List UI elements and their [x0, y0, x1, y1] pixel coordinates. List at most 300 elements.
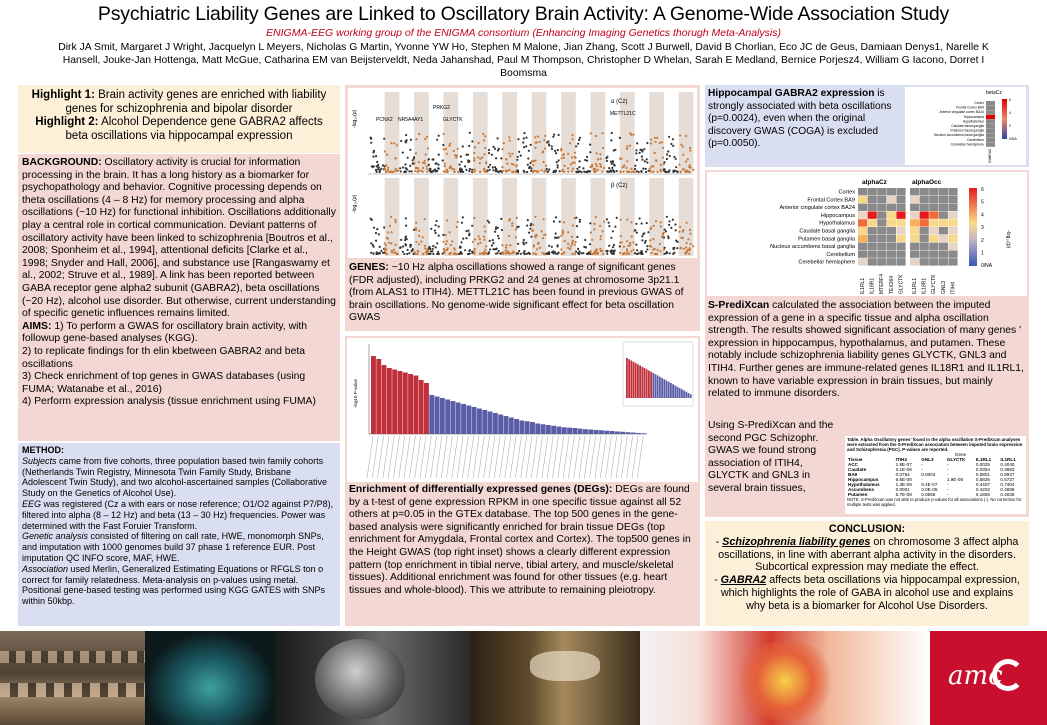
manhattan-point: [627, 245, 629, 247]
manhattan-point: [460, 252, 462, 254]
deg-bar: [477, 409, 482, 435]
manhattan-point: [500, 157, 502, 159]
manhattan-point: [523, 253, 525, 255]
manhattan-point: [523, 239, 525, 241]
alpha-cell: [929, 211, 938, 218]
manhattan-point: [647, 231, 649, 233]
manhattan-point: [460, 161, 462, 163]
manhattan-point: [464, 165, 466, 167]
manhattan-point: [376, 251, 378, 253]
manhattan-point: [373, 150, 375, 152]
manhattan-point: [601, 132, 603, 134]
table-header-cell: Tissue: [848, 457, 863, 462]
alpha-cell: [896, 227, 905, 234]
alpha-cell: [910, 219, 919, 226]
gene-label-nr5a4ay1: NR5A4AY1: [398, 117, 424, 123]
manhattan-point: [465, 237, 467, 239]
table-cell: 1.3E-09: [895, 482, 912, 487]
manhattan-point: [636, 142, 638, 144]
manhattan-point: [430, 171, 432, 173]
inset-bar: [639, 366, 641, 399]
manhattan-point: [518, 250, 520, 252]
betaCz-tissue-label: Frontal Cortex BA9: [955, 105, 984, 110]
manhattan-point: [596, 249, 598, 251]
manhattan-point: [487, 170, 489, 172]
manhattan-point: [432, 158, 434, 160]
manhattan-point: [518, 151, 520, 153]
manhattan-point: [375, 169, 377, 171]
manhattan-point: [613, 253, 615, 255]
manhattan-point: [508, 152, 510, 154]
manhattan-point: [442, 144, 444, 146]
manhattan-point: [415, 152, 417, 154]
manhattan-point: [489, 240, 491, 242]
manhattan-point: [654, 137, 656, 139]
manhattan-point: [586, 171, 588, 173]
alpha-scale-label: 3: [981, 225, 984, 232]
manhattan-point: [636, 159, 638, 161]
manhattan-point: [645, 171, 647, 173]
manhattan-point: [663, 161, 665, 163]
manhattan-point: [403, 171, 405, 173]
alpha-tissue-label: Cerebellar hemisphere: [798, 259, 855, 266]
manhattan-point: [584, 239, 586, 241]
table-cell: 6.5E-08: [895, 477, 912, 482]
manhattan-point: [546, 168, 548, 170]
deg-tick: [531, 436, 537, 478]
manhattan-point: [404, 140, 406, 142]
manhattan-point: [555, 170, 557, 172]
manhattan-point: [495, 228, 497, 230]
alpha-cell: [858, 227, 867, 234]
alpha-cell: [887, 211, 896, 218]
betaCz-cell: [986, 142, 995, 146]
manhattan-point: [546, 171, 548, 173]
manhattan-point: [606, 160, 608, 162]
deg-tick: [447, 436, 453, 478]
manhattan-point: [517, 252, 519, 254]
manhattan-point: [599, 153, 601, 155]
manhattan-point: [633, 171, 635, 173]
alpha-cell: [948, 235, 957, 242]
deg-tick: [394, 436, 400, 478]
alpha-scale-label: 1: [981, 250, 984, 257]
deg-bar: [578, 429, 583, 434]
manhattan-point: [611, 253, 613, 255]
amc-logo-text: amc: [948, 661, 1003, 691]
manhattan-point: [411, 170, 413, 172]
table-cell: Putamen: [848, 492, 868, 497]
manhattan-point: [530, 170, 532, 172]
alpha-cell: [920, 227, 929, 234]
manhattan-point: [641, 222, 643, 224]
manhattan-point: [443, 241, 445, 243]
manhattan-point: [376, 171, 378, 173]
alpha-cell: [910, 250, 919, 257]
alpha-tissue-label: Cerebellum: [826, 251, 855, 258]
alpha-cell: [948, 258, 957, 265]
deg-bar: [530, 422, 535, 434]
manhattan-point: [613, 251, 615, 253]
manhattan-point: [655, 220, 657, 222]
manhattan-point: [525, 145, 527, 147]
table-cell: 0.8937: [1000, 472, 1015, 477]
manhattan-point: [579, 221, 581, 223]
manhattan-point: [572, 240, 574, 242]
manhattan-point: [479, 158, 481, 160]
alpha-cell: [877, 243, 886, 250]
manhattan-point: [554, 150, 556, 152]
manhattan-point: [571, 156, 573, 158]
inset-bar: [637, 364, 639, 398]
manhattan-point: [608, 222, 610, 224]
amc-logo-icon: [992, 659, 1024, 691]
manhattan-point: [572, 168, 574, 170]
manhattan-point: [465, 169, 467, 171]
deg-tick: [553, 436, 559, 478]
manhattan-point: [600, 238, 602, 240]
manhattan-point: [448, 253, 450, 255]
manhattan-point: [659, 142, 661, 144]
manhattan-point: [462, 238, 464, 240]
manhattan-point: [511, 153, 513, 155]
manhattan-point: [626, 160, 628, 162]
manhattan-point: [605, 157, 607, 159]
table-cell: 0.5826: [975, 477, 990, 482]
alpha-cell: [939, 258, 948, 265]
manhattan-point: [467, 154, 469, 156]
manhattan-point: [405, 225, 407, 227]
manhattan-point: [553, 170, 555, 172]
manhattan-point: [391, 250, 393, 252]
manhattan-point: [429, 246, 431, 248]
table-header-cell: GNL3: [921, 457, 934, 462]
alpha-scale-label: 6: [981, 187, 984, 193]
manhattan-point: [680, 144, 682, 146]
manhattan-point: [511, 171, 513, 173]
manhattan-point: [664, 168, 666, 170]
manhattan-point: [467, 159, 469, 161]
manhattan-point: [589, 253, 591, 255]
deg-tick: [537, 436, 543, 478]
manhattan-point: [526, 225, 528, 227]
manhattan-point: [532, 164, 534, 166]
manhattan-point: [589, 243, 591, 245]
manhattan-point: [558, 252, 560, 254]
inset-bar: [650, 372, 652, 398]
betaCz-cell: [986, 138, 995, 142]
deg-bar: [514, 419, 519, 434]
alpha-cell: [948, 219, 957, 226]
manhattan-point: [642, 233, 644, 235]
manhattan-point: [408, 170, 410, 172]
manhattan-point: [582, 167, 584, 169]
manhattan-point: [575, 157, 577, 159]
manhattan-point: [663, 232, 665, 234]
table-cell: 0.0004: [921, 472, 936, 477]
manhattan-point: [641, 149, 643, 151]
manhattan-point: [544, 147, 546, 149]
photo-eeg-cap: [275, 631, 470, 725]
betaCz-cell: [986, 129, 995, 133]
manhattan-point: [387, 231, 389, 233]
manhattan-point: [541, 169, 543, 171]
manhattan-point: [503, 252, 505, 254]
deg-bar: [419, 380, 424, 434]
manhattan-point: [449, 143, 451, 145]
manhattan-point: [626, 250, 628, 252]
manhattan-point: [651, 166, 653, 168]
alphaOcc-title: alphaOcc: [912, 179, 942, 186]
table-cell: 0.0754: [895, 472, 910, 477]
manhattan-point: [435, 232, 437, 234]
table-cell: 3.1E-08: [895, 467, 912, 472]
alpha-scale-label: 2: [981, 237, 984, 244]
manhattan-point: [557, 149, 559, 151]
manhattan-point: [669, 252, 671, 254]
deg-label: Enrichment of differentially expressed genes (DEGs):: [349, 484, 613, 495]
table-gene-header: Gene: [954, 452, 967, 457]
manhattan-point: [424, 160, 426, 162]
alpha-gene-label: GLYCTK: [931, 274, 938, 294]
alpha-cell: [887, 258, 896, 265]
manhattan-point: [405, 236, 407, 238]
manhattan-point: [567, 247, 569, 249]
manhattan-point: [570, 245, 572, 247]
manhattan-point: [659, 250, 661, 252]
manhattan-point: [473, 217, 475, 219]
manhattan-point: [530, 144, 532, 146]
manhattan-point: [446, 249, 448, 251]
manhattan-point: [455, 156, 457, 158]
inset-bar: [633, 362, 635, 398]
manhattan-point: [405, 134, 407, 136]
manhattan-point: [656, 253, 658, 255]
aims-item-3: 3) Check enrichment of top genes in GWAS databases (using FUMA; Watanabe et al., 2016): [22, 371, 306, 395]
manhattan-point: [649, 167, 651, 169]
deg-tick: [372, 436, 378, 478]
manhattan-point: [424, 218, 426, 220]
alpha-cell: [939, 227, 948, 234]
manhattan-point: [690, 167, 692, 169]
manhattan-point: [474, 238, 476, 240]
manhattan-point: [689, 149, 691, 151]
manhattan-point: [415, 167, 417, 169]
method-label: METHOD:: [22, 445, 64, 455]
alpha-cell: [868, 227, 877, 234]
manhattan-point: [422, 236, 424, 238]
poster-subtitle: ENIGMA-EEG working group of the ENIGMA consortium (Enhancing Imaging Genetics thorugh Meta-Analysis): [266, 27, 781, 39]
inset-bar: [663, 379, 665, 398]
manhattan-point: [539, 247, 541, 249]
manhattan-point: [394, 219, 396, 221]
manhattan-point: [468, 170, 470, 172]
alpha-heatmap: [707, 172, 1027, 296]
alpha-gene-label: ITIH4: [950, 281, 957, 294]
inset-bar: [681, 389, 683, 398]
manhattan-point: [557, 166, 559, 168]
manhattan-point: [584, 159, 586, 161]
manhattan-point: [432, 245, 434, 247]
manhattan-point: [589, 166, 591, 168]
manhattan-point: [405, 217, 407, 219]
alpha-cell: [939, 235, 948, 242]
manhattan-point: [402, 251, 404, 253]
manhattan-point: [457, 221, 459, 223]
manhattan-point: [502, 170, 504, 172]
manhattan-point: [478, 235, 480, 237]
alpha-cell: [910, 227, 919, 234]
manhattan-point: [575, 145, 577, 147]
manhattan-point: [560, 148, 562, 150]
alpha-cell: [858, 219, 867, 226]
manhattan-point: [651, 252, 653, 254]
manhattan-point: [613, 170, 615, 172]
manhattan-point: [567, 167, 569, 169]
manhattan-point: [409, 246, 411, 248]
deg-tick: [600, 436, 606, 478]
alpha-cell: [896, 243, 905, 250]
manhattan-point: [650, 139, 652, 141]
manhattan-point: [649, 239, 651, 241]
manhattan-point: [460, 171, 462, 173]
deg-tick: [420, 436, 426, 478]
manhattan-point: [586, 160, 588, 162]
manhattan-point: [511, 252, 513, 254]
manhattan-point: [569, 248, 571, 250]
deg-bar: [456, 403, 461, 435]
manhattan-point: [407, 249, 409, 251]
manhattan-point: [384, 150, 386, 152]
manhattan-point: [454, 249, 456, 251]
manhattan-point: [424, 247, 426, 249]
manhattan-point: [613, 164, 615, 166]
manhattan-point: [418, 230, 420, 232]
manhattan-point: [484, 249, 486, 251]
manhattan-point: [478, 142, 480, 144]
manhattan-point: [396, 144, 398, 146]
table-cell: 0.4040: [1000, 462, 1015, 467]
manhattan-point: [673, 247, 675, 249]
predixcan-text: calculated the association between the imputed expression of a gene in a specific tissue and alpha oscillation strength. The results showed significant association of many genes ' expression in hippocampus, hypothalamus, and putamen. These notably include schizophrenia liability genes GLYCTK, GNL3 and ITIH4. Further genes are immune-related genes IL18R1 and IL1RL1, known to have variable expression in brain tissues, but mainly related to immune disorders.: [708, 300, 1024, 400]
manhattan-point: [574, 152, 576, 154]
alpha-cell: [929, 250, 938, 257]
manhattan-point: [576, 236, 578, 238]
manhattan-point: [449, 167, 451, 169]
alpha-cell: [877, 235, 886, 242]
manhattan-point: [589, 251, 591, 253]
alpha-cell: [896, 235, 905, 242]
deg-bar: [398, 371, 403, 434]
manhattan-point: [579, 137, 581, 139]
manhattan-point: [641, 156, 643, 158]
inset-bar: [655, 374, 657, 398]
alpha-cell: [920, 243, 929, 250]
manhattan-point: [596, 152, 598, 154]
manhattan-point: [595, 251, 597, 253]
manhattan-point: [657, 171, 659, 173]
deg-tick: [621, 436, 627, 478]
alpha-cell: [877, 227, 886, 234]
manhattan-point: [503, 142, 505, 144]
manhattan-point: [415, 138, 417, 140]
manhattan-point: [535, 253, 537, 255]
manhattan-point: [567, 171, 569, 173]
manhattan-point: [443, 148, 445, 150]
manhattan-point: [680, 247, 682, 249]
manhattan-point: [393, 142, 395, 144]
betaCz-color-scale: [1002, 99, 1007, 139]
manhattan-point: [663, 253, 665, 255]
alpha-cell: [948, 250, 957, 257]
alpha-cell: [929, 258, 938, 265]
manhattan-point: [636, 170, 638, 172]
manhattan-point: [576, 225, 578, 227]
manhattan-point: [672, 219, 674, 221]
manhattan-point: [494, 148, 496, 150]
alpha-cell: [920, 235, 929, 242]
manhattan-point: [677, 171, 679, 173]
manhattan-point: [437, 251, 439, 253]
manhattan-point: [574, 253, 576, 255]
deg-tick: [611, 436, 617, 478]
method-subjects-label: Subjects: [22, 455, 57, 466]
manhattan-point: [614, 149, 616, 151]
manhattan-point: [448, 145, 450, 147]
alpha-cell: [939, 188, 948, 195]
manhattan-point: [561, 157, 563, 159]
manhattan-point: [586, 253, 588, 255]
alpha-cell: [939, 243, 948, 250]
manhattan-point: [505, 158, 507, 160]
manhattan-point: [382, 252, 384, 254]
manhattan-point: [484, 231, 486, 233]
manhattan-point: [527, 157, 529, 159]
manhattan-point: [578, 253, 580, 255]
manhattan-point: [623, 246, 625, 248]
alpha-cell: [929, 188, 938, 195]
table-cell: -: [946, 482, 949, 487]
manhattan-point: [505, 171, 507, 173]
table-cell: 0.4036: [1000, 492, 1015, 497]
betaCz-cell: [986, 110, 995, 114]
inset-bar: [648, 371, 650, 399]
manhattan-point: [593, 252, 595, 254]
alpha-gene-label: GNL3: [940, 280, 947, 294]
manhattan-point: [454, 171, 456, 173]
manhattan-point: [386, 237, 388, 239]
manhattan-point: [384, 242, 386, 244]
deg-tick: [637, 436, 643, 478]
manhattan-point: [438, 253, 440, 255]
manhattan-point: [542, 237, 544, 239]
manhattan-point: [379, 171, 381, 173]
gabra2-gene-label: GABRA2: [988, 148, 992, 163]
alpha-cell: [910, 204, 919, 211]
manhattan-point: [676, 247, 678, 249]
manhattan-point: [460, 155, 462, 157]
alpha-scale-label: 4: [981, 212, 984, 219]
manhattan-point: [435, 169, 437, 171]
deg-bar: [594, 430, 599, 434]
manhattan-point: [428, 164, 430, 166]
manhattan-point: [496, 248, 498, 250]
manhattan-point: [690, 243, 692, 245]
deg-bar: [525, 421, 530, 434]
manhattan-point: [370, 252, 372, 254]
manhattan-point: [418, 161, 420, 163]
table-cell: 1.8E-07: [895, 462, 912, 467]
